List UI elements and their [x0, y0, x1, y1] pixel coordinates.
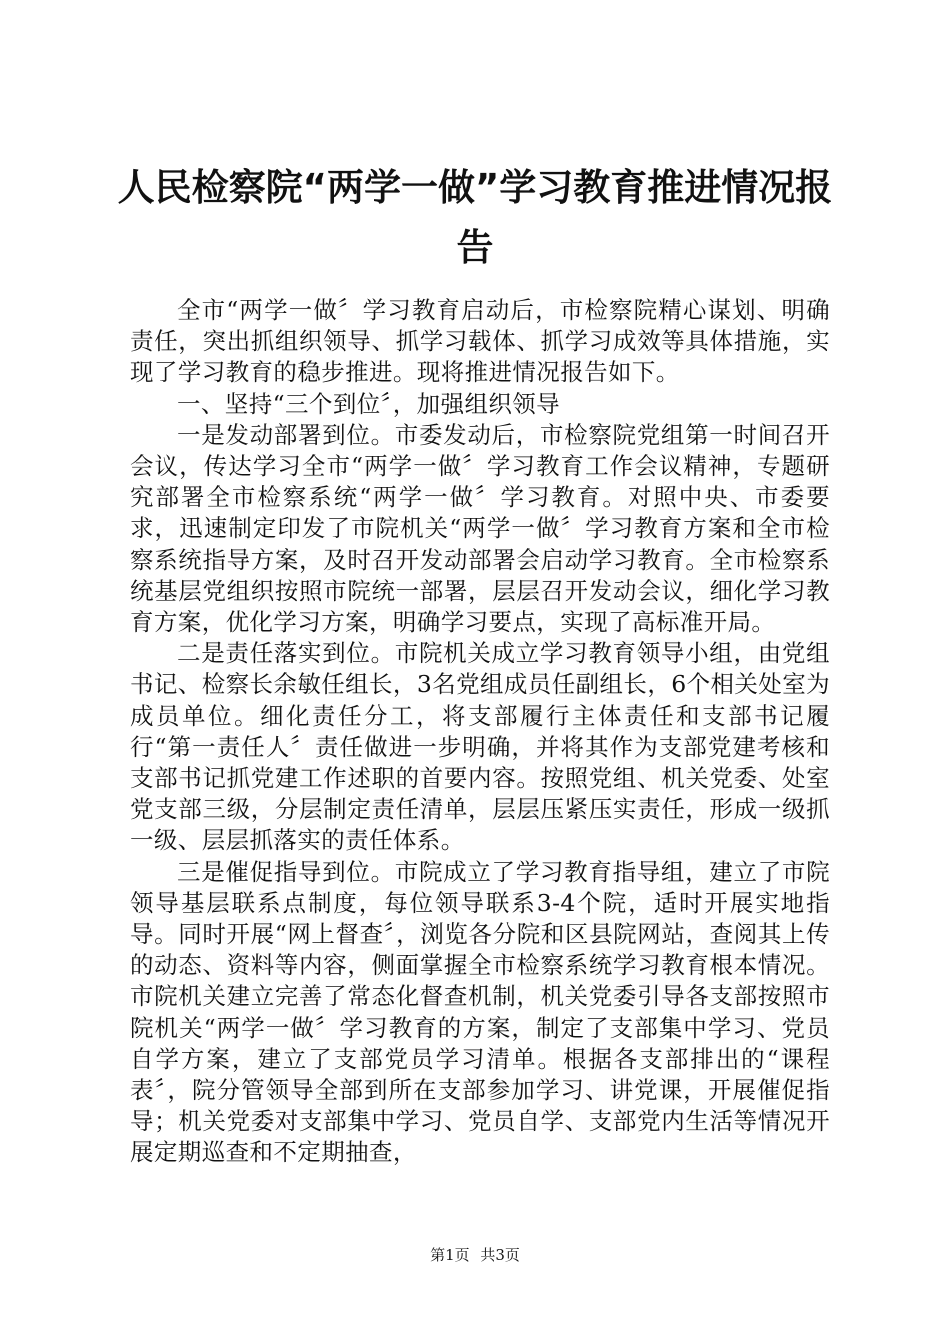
paragraph-intro: 全市“两学一做〞学习教育启动后，市检察院精心谋划、明确责任，突出抓组织领导、抓学习载体、抓学习成效等具体措施，实现了学习教育的稳步推进。现将推进情况报告如下。: [130, 296, 830, 387]
document-title: 人民检察院“两学一做”学习教育推进情况报告: [117, 166, 833, 269]
page-total: 共3页: [480, 1246, 520, 1264]
paragraph-point-1: 一是发动部署到位。市委发动后，市检察院党组第一时间召开会议，传达学习全市“两学一做〞学习教育工作会议精神，专题研究部署全市检察系统“两学一做〞学习教育。对照中央、市委要求，迅速制定印发了市院机关“两学一做〞学习教育方案和全市检察系统指导方案，及时召开发动部署会启动学习教育。全市检察系统基层党组织按照市院统一部署，层层召开发动会议，细化学习教育方案，优化学习方案，明确学习要点，实现了高标准开局。: [130, 420, 830, 637]
document-body: [130, 295, 830, 1169]
page-number: 第1页: [430, 1246, 470, 1264]
paragraph-point-2: 二是责任落实到位。市院机关成立学习教育领导小组，由党组书记、检察长余敏任组长，3名党组成员任副组长，6个相关处室为成员单位。细化责任分工，将支部履行主体责任和支部书记履行“第一责任人〞责任做进一步明确，并将其作为支部党建考核和支部书记抓党建工作述职的首要内容。按照党组、机关党委、处室党支部三级，分层制定责任清单，层层压紧压实责任，形成一级抓一级、层层抓落实的责任体系。: [130, 639, 830, 855]
section-heading: 一、坚持“三个到位〞，加强组织领导: [177, 389, 561, 418]
page-footer: [0, 1244, 950, 1265]
paragraph-point-3: 三是催促指导到位。市院成立了学习教育指导组，建立了市院领导基层联系点制度，每位领导联系3-4个院，适时开展实地指导。同时开展“网上督查〞，浏览各分院和区县院网站，查阅其上传的动态、资料等内容，侧面掌握全市检察系统学习教育根本情况。市院机关建立完善了常态化督查机制，机关党委引导各支部按照市院机关“两学一做〞学习教育的方案，制定了支部集中学习、党员自学方案，建立了支部党员学习清单。根据各支部排出的“课程表〞，院分管领导全部到所在支部参加学习、讲党课，开展催促指导；机关党委对支部集中学习、党员自学、支部党内生活等情况开展定期巡查和不定期抽查，: [130, 857, 830, 1167]
